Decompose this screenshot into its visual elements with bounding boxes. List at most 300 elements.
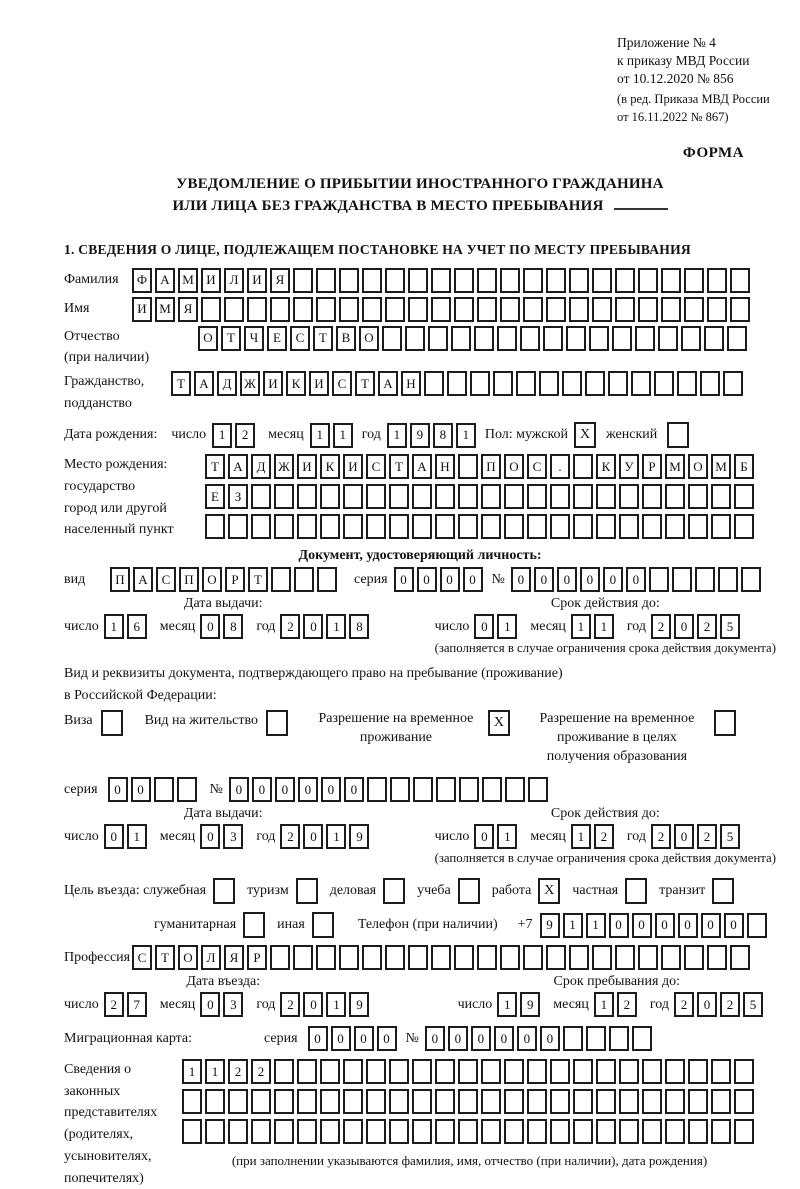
char-box[interactable] — [482, 777, 502, 802]
char-box[interactable]: Т — [355, 371, 375, 396]
char-box[interactable]: А — [412, 454, 432, 479]
char-box[interactable] — [527, 1059, 547, 1084]
char-box[interactable]: М — [711, 454, 731, 479]
char-box[interactable] — [661, 268, 681, 293]
char-box[interactable]: 0 — [471, 1026, 491, 1051]
char-box[interactable] — [573, 1119, 593, 1144]
char-box[interactable] — [638, 297, 658, 322]
char-box[interactable]: М — [155, 297, 175, 322]
char-box[interactable]: 9 — [349, 824, 369, 849]
char-box[interactable]: Л — [201, 945, 221, 970]
char-box[interactable]: Т — [248, 567, 268, 592]
char-box[interactable]: 0 — [448, 1026, 468, 1051]
char-box[interactable]: 0 — [303, 614, 323, 639]
char-box[interactable]: 0 — [377, 1026, 397, 1051]
char-box[interactable] — [385, 268, 405, 293]
char-box[interactable]: 1 — [586, 913, 606, 938]
char-box[interactable] — [734, 1119, 754, 1144]
char-box[interactable]: П — [481, 454, 501, 479]
char-box[interactable] — [642, 484, 662, 509]
char-box[interactable] — [504, 1089, 524, 1114]
char-box[interactable] — [297, 1119, 317, 1144]
char-box[interactable] — [293, 297, 313, 322]
char-box[interactable] — [573, 1059, 593, 1084]
char-box[interactable] — [293, 945, 313, 970]
char-box[interactable]: А — [155, 268, 175, 293]
char-box[interactable] — [688, 484, 708, 509]
char-box[interactable]: И — [309, 371, 329, 396]
char-box[interactable] — [389, 484, 409, 509]
char-box[interactable] — [408, 297, 428, 322]
char-box[interactable]: 2 — [720, 992, 740, 1017]
char-box[interactable]: 6 — [127, 614, 147, 639]
char-box[interactable]: Ж — [240, 371, 260, 396]
char-box[interactable]: 1 — [127, 824, 147, 849]
char-box[interactable] — [274, 1089, 294, 1114]
char-box[interactable]: 1 — [571, 824, 591, 849]
char-box[interactable]: Т — [155, 945, 175, 970]
char-box[interactable] — [293, 268, 313, 293]
char-box[interactable]: Ч — [244, 326, 264, 351]
char-box[interactable] — [413, 777, 433, 802]
char-box[interactable]: 0 — [674, 824, 694, 849]
char-box[interactable] — [297, 484, 317, 509]
temp-residence-education-checkbox[interactable] — [714, 710, 736, 736]
char-box[interactable] — [270, 945, 290, 970]
char-box[interactable] — [504, 1059, 524, 1084]
char-box[interactable] — [458, 1089, 478, 1114]
char-box[interactable] — [684, 268, 704, 293]
char-box[interactable]: 0 — [252, 777, 272, 802]
char-box[interactable]: 8 — [433, 423, 453, 448]
char-box[interactable] — [458, 514, 478, 539]
char-box[interactable] — [367, 777, 387, 802]
char-box[interactable]: 1 — [333, 423, 353, 448]
char-box[interactable] — [389, 1059, 409, 1084]
char-box[interactable] — [366, 484, 386, 509]
char-box[interactable] — [688, 1089, 708, 1114]
char-box[interactable] — [684, 945, 704, 970]
char-box[interactable] — [154, 777, 174, 802]
char-box[interactable] — [339, 945, 359, 970]
char-box[interactable] — [711, 1089, 731, 1114]
char-box[interactable]: 1 — [182, 1059, 202, 1084]
char-box[interactable] — [177, 777, 197, 802]
char-box[interactable]: 9 — [540, 913, 560, 938]
char-box[interactable] — [527, 1089, 547, 1114]
char-box[interactable] — [586, 1026, 606, 1051]
char-box[interactable] — [412, 484, 432, 509]
char-box[interactable] — [546, 297, 566, 322]
char-box[interactable]: 0 — [701, 913, 721, 938]
char-box[interactable]: М — [665, 454, 685, 479]
char-box[interactable] — [435, 514, 455, 539]
char-box[interactable]: М — [178, 268, 198, 293]
char-box[interactable] — [297, 1059, 317, 1084]
char-box[interactable]: Я — [178, 297, 198, 322]
char-box[interactable] — [550, 1119, 570, 1144]
char-box[interactable]: 0 — [517, 1026, 537, 1051]
purpose-business-checkbox[interactable] — [383, 878, 405, 904]
char-box[interactable]: З — [228, 484, 248, 509]
char-box[interactable] — [389, 514, 409, 539]
char-box[interactable]: В — [336, 326, 356, 351]
char-box[interactable]: 0 — [534, 567, 554, 592]
char-box[interactable]: Т — [205, 454, 225, 479]
char-box[interactable] — [500, 297, 520, 322]
char-box[interactable] — [470, 371, 490, 396]
char-box[interactable] — [451, 326, 471, 351]
char-box[interactable] — [435, 1059, 455, 1084]
char-box[interactable] — [385, 945, 405, 970]
purpose-private-checkbox[interactable] — [625, 878, 647, 904]
char-box[interactable] — [569, 268, 589, 293]
char-box[interactable]: 1 — [497, 824, 517, 849]
char-box[interactable] — [592, 268, 612, 293]
char-box[interactable] — [638, 945, 658, 970]
char-box[interactable]: 0 — [303, 824, 323, 849]
char-box[interactable]: 1 — [571, 614, 591, 639]
char-box[interactable]: А — [194, 371, 214, 396]
char-box[interactable]: 2 — [280, 824, 300, 849]
char-box[interactable] — [477, 268, 497, 293]
char-box[interactable] — [596, 1089, 616, 1114]
char-box[interactable]: 2 — [697, 614, 717, 639]
char-box[interactable] — [665, 484, 685, 509]
char-box[interactable] — [523, 297, 543, 322]
char-box[interactable]: 5 — [720, 614, 740, 639]
char-box[interactable]: Н — [401, 371, 421, 396]
char-box[interactable] — [695, 567, 715, 592]
char-box[interactable] — [563, 1026, 583, 1051]
char-box[interactable]: О — [198, 326, 218, 351]
char-box[interactable]: 9 — [410, 423, 430, 448]
purpose-work-checkbox[interactable]: X — [538, 878, 560, 904]
char-box[interactable]: И — [343, 454, 363, 479]
char-box[interactable]: К — [286, 371, 306, 396]
char-box[interactable] — [718, 567, 738, 592]
char-box[interactable]: И — [201, 268, 221, 293]
char-box[interactable]: К — [596, 454, 616, 479]
char-box[interactable] — [366, 1089, 386, 1114]
char-box[interactable] — [573, 1089, 593, 1114]
char-box[interactable] — [707, 268, 727, 293]
char-box[interactable] — [320, 484, 340, 509]
char-box[interactable] — [707, 945, 727, 970]
char-box[interactable]: 2 — [697, 824, 717, 849]
char-box[interactable] — [431, 268, 451, 293]
char-box[interactable]: 0 — [632, 913, 652, 938]
char-box[interactable] — [294, 567, 314, 592]
char-box[interactable] — [649, 567, 669, 592]
visa-checkbox[interactable] — [101, 710, 123, 736]
char-box[interactable] — [435, 484, 455, 509]
char-box[interactable] — [458, 484, 478, 509]
char-box[interactable]: 0 — [275, 777, 295, 802]
char-box[interactable] — [734, 484, 754, 509]
char-box[interactable]: О — [178, 945, 198, 970]
char-box[interactable] — [274, 1119, 294, 1144]
char-box[interactable] — [339, 268, 359, 293]
char-box[interactable] — [339, 297, 359, 322]
char-box[interactable] — [550, 1089, 570, 1114]
char-box[interactable] — [642, 1089, 662, 1114]
char-box[interactable] — [228, 1119, 248, 1144]
char-box[interactable] — [459, 777, 479, 802]
char-box[interactable]: 0 — [724, 913, 744, 938]
char-box[interactable] — [271, 567, 291, 592]
char-box[interactable] — [412, 1119, 432, 1144]
char-box[interactable] — [562, 371, 582, 396]
char-box[interactable] — [596, 514, 616, 539]
char-box[interactable] — [481, 1089, 501, 1114]
char-box[interactable] — [424, 371, 444, 396]
char-box[interactable] — [596, 484, 616, 509]
char-box[interactable]: С — [527, 454, 547, 479]
char-box[interactable] — [573, 484, 593, 509]
char-box[interactable] — [343, 1059, 363, 1084]
char-box[interactable] — [408, 268, 428, 293]
char-box[interactable] — [343, 1089, 363, 1114]
char-box[interactable] — [224, 297, 244, 322]
char-box[interactable] — [665, 1119, 685, 1144]
char-box[interactable]: Л — [224, 268, 244, 293]
char-box[interactable] — [654, 371, 674, 396]
char-box[interactable] — [608, 371, 628, 396]
char-box[interactable] — [677, 371, 697, 396]
char-box[interactable] — [688, 514, 708, 539]
char-box[interactable] — [458, 1119, 478, 1144]
char-box[interactable] — [297, 1089, 317, 1114]
char-box[interactable]: 1 — [326, 824, 346, 849]
char-box[interactable]: 0 — [674, 614, 694, 639]
char-box[interactable] — [569, 297, 589, 322]
char-box[interactable] — [500, 268, 520, 293]
char-box[interactable] — [474, 326, 494, 351]
char-box[interactable] — [316, 268, 336, 293]
char-box[interactable]: 0 — [417, 567, 437, 592]
char-box[interactable] — [550, 1059, 570, 1084]
char-box[interactable]: 0 — [494, 1026, 514, 1051]
char-box[interactable]: 0 — [557, 567, 577, 592]
char-box[interactable]: О — [504, 454, 524, 479]
char-box[interactable] — [504, 1119, 524, 1144]
char-box[interactable] — [546, 268, 566, 293]
char-box[interactable] — [458, 454, 478, 479]
char-box[interactable]: 0 — [308, 1026, 328, 1051]
char-box[interactable] — [205, 514, 225, 539]
char-box[interactable]: 1 — [310, 423, 330, 448]
purpose-study-checkbox[interactable] — [458, 878, 480, 904]
char-box[interactable] — [734, 1089, 754, 1114]
char-box[interactable] — [516, 371, 536, 396]
char-box[interactable] — [385, 297, 405, 322]
char-box[interactable] — [481, 484, 501, 509]
char-box[interactable]: 3 — [223, 824, 243, 849]
char-box[interactable] — [585, 371, 605, 396]
char-box[interactable] — [405, 326, 425, 351]
char-box[interactable] — [316, 297, 336, 322]
char-box[interactable]: 0 — [200, 824, 220, 849]
char-box[interactable]: 0 — [474, 614, 494, 639]
char-box[interactable]: 0 — [104, 824, 124, 849]
char-box[interactable] — [665, 1059, 685, 1084]
char-box[interactable] — [520, 326, 540, 351]
char-box[interactable]: С — [132, 945, 152, 970]
char-box[interactable] — [481, 1119, 501, 1144]
char-box[interactable]: 8 — [349, 614, 369, 639]
char-box[interactable]: 0 — [678, 913, 698, 938]
char-box[interactable]: 2 — [617, 992, 637, 1017]
char-box[interactable] — [458, 1059, 478, 1084]
sex-female-checkbox[interactable] — [667, 422, 689, 448]
char-box[interactable] — [390, 777, 410, 802]
char-box[interactable]: С — [156, 567, 176, 592]
char-box[interactable] — [320, 1059, 340, 1084]
char-box[interactable] — [688, 1119, 708, 1144]
char-box[interactable] — [274, 1059, 294, 1084]
char-box[interactable] — [201, 297, 221, 322]
char-box[interactable]: 0 — [321, 777, 341, 802]
char-box[interactable] — [665, 514, 685, 539]
char-box[interactable] — [343, 514, 363, 539]
char-box[interactable] — [723, 371, 743, 396]
char-box[interactable]: К — [320, 454, 340, 479]
char-box[interactable]: И — [132, 297, 152, 322]
char-box[interactable] — [711, 514, 731, 539]
char-box[interactable] — [546, 945, 566, 970]
char-box[interactable]: 5 — [720, 824, 740, 849]
char-box[interactable]: 0 — [655, 913, 675, 938]
char-box[interactable]: 2 — [280, 614, 300, 639]
purpose-official-checkbox[interactable] — [213, 878, 235, 904]
char-box[interactable]: 1 — [326, 614, 346, 639]
char-box[interactable]: 1 — [594, 614, 614, 639]
char-box[interactable] — [270, 297, 290, 322]
char-box[interactable]: Е — [267, 326, 287, 351]
char-box[interactable] — [477, 945, 497, 970]
char-box[interactable] — [251, 484, 271, 509]
char-box[interactable]: 0 — [131, 777, 151, 802]
char-box[interactable]: 1 — [104, 614, 124, 639]
char-box[interactable]: 1 — [456, 423, 476, 448]
char-box[interactable]: 2 — [594, 824, 614, 849]
char-box[interactable] — [730, 268, 750, 293]
char-box[interactable] — [274, 514, 294, 539]
char-box[interactable]: О — [202, 567, 222, 592]
char-box[interactable] — [412, 514, 432, 539]
char-box[interactable] — [700, 371, 720, 396]
char-box[interactable]: И — [297, 454, 317, 479]
sex-male-checkbox[interactable]: X — [574, 422, 596, 448]
char-box[interactable]: 0 — [463, 567, 483, 592]
char-box[interactable]: Р — [642, 454, 662, 479]
char-box[interactable]: 1 — [563, 913, 583, 938]
char-box[interactable]: 9 — [520, 992, 540, 1017]
char-box[interactable] — [573, 454, 593, 479]
char-box[interactable]: 0 — [303, 992, 323, 1017]
char-box[interactable]: 1 — [212, 423, 232, 448]
char-box[interactable] — [615, 945, 635, 970]
char-box[interactable] — [619, 1119, 639, 1144]
char-box[interactable] — [454, 297, 474, 322]
char-box[interactable] — [596, 1119, 616, 1144]
char-box[interactable]: 0 — [697, 992, 717, 1017]
char-box[interactable] — [412, 1059, 432, 1084]
char-box[interactable] — [573, 514, 593, 539]
char-box[interactable] — [612, 326, 632, 351]
char-box[interactable] — [431, 945, 451, 970]
char-box[interactable] — [741, 567, 761, 592]
char-box[interactable] — [366, 1119, 386, 1144]
char-box[interactable] — [592, 945, 612, 970]
residence-permit-checkbox[interactable] — [266, 710, 288, 736]
char-box[interactable]: 2 — [651, 824, 671, 849]
char-box[interactable] — [681, 326, 701, 351]
char-box[interactable]: О — [359, 326, 379, 351]
char-box[interactable] — [543, 326, 563, 351]
char-box[interactable]: . — [550, 454, 570, 479]
char-box[interactable] — [435, 1089, 455, 1114]
char-box[interactable]: И — [263, 371, 283, 396]
char-box[interactable] — [711, 1059, 731, 1084]
char-box[interactable] — [727, 326, 747, 351]
char-box[interactable] — [523, 945, 543, 970]
char-box[interactable]: Н — [435, 454, 455, 479]
temp-residence-checkbox[interactable]: X — [488, 710, 510, 736]
char-box[interactable] — [658, 326, 678, 351]
char-box[interactable] — [320, 1089, 340, 1114]
char-box[interactable] — [436, 777, 456, 802]
char-box[interactable]: Р — [247, 945, 267, 970]
char-box[interactable] — [182, 1119, 202, 1144]
char-box[interactable] — [500, 945, 520, 970]
char-box[interactable]: Е — [205, 484, 225, 509]
char-box[interactable]: 0 — [440, 567, 460, 592]
char-box[interactable]: Я — [224, 945, 244, 970]
char-box[interactable] — [343, 1119, 363, 1144]
char-box[interactable]: И — [247, 268, 267, 293]
char-box[interactable] — [389, 1119, 409, 1144]
char-box[interactable] — [320, 1119, 340, 1144]
char-box[interactable] — [734, 1059, 754, 1084]
char-box[interactable] — [454, 268, 474, 293]
char-box[interactable] — [730, 945, 750, 970]
char-box[interactable]: 0 — [580, 567, 600, 592]
char-box[interactable]: 5 — [743, 992, 763, 1017]
char-box[interactable]: 8 — [223, 614, 243, 639]
char-box[interactable] — [366, 1059, 386, 1084]
purpose-humanitarian-checkbox[interactable] — [243, 912, 265, 938]
char-box[interactable]: Ф — [132, 268, 152, 293]
char-box[interactable]: У — [619, 454, 639, 479]
char-box[interactable]: Я — [270, 268, 290, 293]
char-box[interactable] — [642, 1059, 662, 1084]
char-box[interactable] — [493, 371, 513, 396]
char-box[interactable]: 9 — [349, 992, 369, 1017]
char-box[interactable] — [505, 777, 525, 802]
char-box[interactable]: 0 — [511, 567, 531, 592]
char-box[interactable]: 0 — [603, 567, 623, 592]
char-box[interactable] — [642, 514, 662, 539]
char-box[interactable] — [704, 326, 724, 351]
char-box[interactable] — [316, 945, 336, 970]
char-box[interactable]: Д — [217, 371, 237, 396]
char-box[interactable]: Д — [251, 454, 271, 479]
char-box[interactable]: 1 — [205, 1059, 225, 1084]
char-box[interactable]: П — [179, 567, 199, 592]
char-box[interactable] — [251, 1089, 271, 1114]
